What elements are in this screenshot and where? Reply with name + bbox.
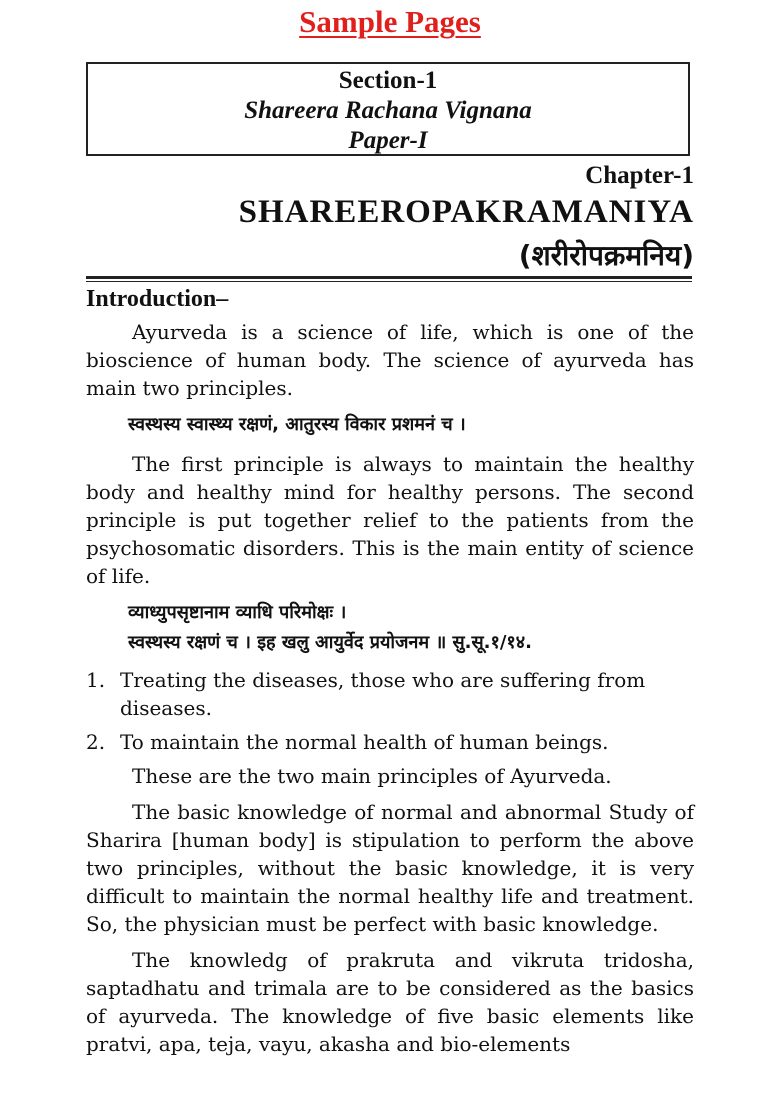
paragraph-5: The knowledg of prakruta and vikruta tridosha, saptadhatu and trimala are to be considered as the basics of ayurveda. The knowledge of five basic elements like pratvi, apa, teja, vayu, akasha and bio-elements [86,948,694,1056]
chapter-sanskrit-title: (शरीरोपक्रमनिय) [518,239,694,272]
divider-thin [86,281,692,282]
introduction-heading: Introduction– [86,286,229,312]
paragraph-4: The basic knowledge of normal and abnormal Study of Sharira [human body] is stipulation to perform the above two principles, without the basic knowledge, it is very difficult to maintain the normal healthy life and treatment. So, the physician must be perfect with basic knowledge. [86,800,694,936]
paragraph-1: Ayurveda is a science of life, which is one of the bioscience of human body. The science of ayurveda has main two principles. [86,320,694,400]
paragraph-3: These are the two main principles of Ayurveda. [132,764,612,788]
section-number: Section-1 [338,67,438,94]
section-box [86,62,690,156]
shloka-2 [128,598,694,658]
chapter-number: Chapter-1 [585,162,694,189]
section-subject: Shareera Rachana Vignana [244,97,532,124]
list-item-text: Treating the diseases, those who are suffering from diseases. [120,668,646,720]
chapter-title: SHAREEROPAKRAMANIYA [238,194,694,230]
shloka-2-line-1: व्याध्युपसृष्टानाम व्याधि परिमोक्षः । [128,602,347,623]
shloka-2-line-2: स्वस्थस्य रक्षणं च । इह खलु आयुर्वेद प्रयोजनम ॥ सु.सू.१/१४. [128,632,532,653]
list-item [86,666,694,722]
sample-pages-banner [0,4,780,40]
shloka-1: स्वस्थस्य स्वास्थ्य रक्षणं, आतुरस्य विकार प्रशमनं च । [128,414,466,435]
list-item-number: 1. [86,668,106,692]
banner-title: Sample Pages [299,4,481,39]
list-item [86,728,694,756]
list-item-text: To maintain the normal health of human beings. [120,730,609,754]
divider-thick [86,276,692,279]
chapter-body [86,284,694,1066]
section-paper: Paper-I [348,127,428,154]
paragraph-2: The first principle is always to maintain the healthy body and healthy mind for healthy persons. The second principle is put together relief to the patients from the psychosomatic disorders. This is the main entity of science of life. [86,452,694,588]
list-item-number: 2. [86,730,106,754]
